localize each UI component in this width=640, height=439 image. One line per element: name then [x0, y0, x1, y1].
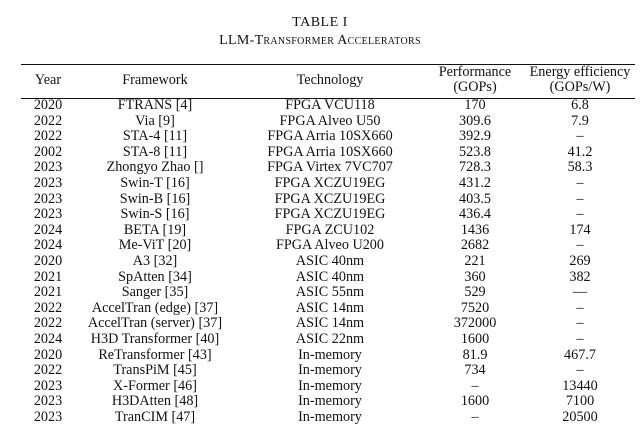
performance-cell: 728.3	[459, 160, 491, 176]
framework-cell: Me-ViT [20]	[118, 238, 192, 254]
energy-efficiency-cell: 382	[569, 269, 591, 285]
performance-cell: 372000	[453, 316, 497, 332]
year-cell: 2022	[33, 316, 63, 332]
year-cell: 2023	[33, 409, 63, 425]
framework-cell: TranCIM [47]	[114, 409, 196, 425]
table-row	[21, 192, 635, 208]
energy-efficiency-cell: –	[576, 238, 584, 254]
energy-efficiency-cell: 7100	[565, 394, 595, 410]
framework-cell: X-Former [46]	[113, 378, 197, 394]
year-cell: 2022	[33, 129, 63, 145]
framework-cell: FTRANS [4]	[117, 98, 193, 113]
energy-efficiency-cell: –	[576, 331, 584, 347]
technology-cell: FPGA Alveo U200	[276, 238, 384, 254]
performance-cell: –	[471, 409, 479, 425]
year-cell: 2023	[33, 160, 63, 176]
performance-cell: 309.6	[459, 113, 491, 129]
year-cell: 2022	[33, 300, 63, 316]
framework-cell: Swin-T [16]	[120, 175, 190, 191]
energy-efficiency-cell: 7.9	[571, 113, 589, 129]
table-row	[21, 145, 635, 161]
energy-efficiency-cell: 13440	[562, 378, 598, 394]
technology-cell: FPGA Arria 10SX660	[267, 144, 393, 160]
performance-cell: 170	[464, 98, 486, 113]
table-row	[21, 114, 635, 130]
year-cell: 2020	[33, 98, 63, 113]
header-year: Year	[34, 71, 62, 88]
performance-cell: 1436	[460, 222, 490, 238]
technology-cell: ASIC 22nm	[295, 331, 365, 347]
technology-cell: ASIC 14nm	[295, 316, 365, 332]
table-body	[21, 98, 635, 425]
framework-cell: H3DAtten [48]	[111, 394, 199, 410]
technology-cell: ASIC 40nm	[295, 269, 365, 285]
table-row	[21, 238, 635, 254]
performance-cell: 360	[464, 269, 486, 285]
energy-efficiency-cell: –	[576, 191, 584, 207]
performance-cell: –	[471, 378, 479, 394]
header-framework: Framework	[122, 71, 188, 88]
energy-efficiency-cell: 269	[569, 253, 591, 269]
header-performance: Performance (GOPs)	[438, 64, 512, 95]
technology-cell: ASIC 55nm	[295, 285, 365, 301]
table-row	[21, 223, 635, 239]
performance-cell: 523.8	[459, 144, 491, 160]
performance-cell: 1600	[460, 394, 490, 410]
table-row	[21, 379, 635, 395]
table-row	[21, 285, 635, 301]
framework-cell: AccelTran (server) [37]	[87, 316, 223, 332]
year-cell: 2023	[33, 175, 63, 191]
framework-cell: Zhongyo Zhao []	[106, 160, 204, 176]
energy-efficiency-cell: —	[572, 285, 588, 301]
performance-cell: 1600	[460, 331, 490, 347]
energy-efficiency-cell: 58.3	[567, 160, 593, 176]
energy-efficiency-cell: –	[576, 175, 584, 191]
technology-cell: FPGA Arria 10SX660	[267, 129, 393, 145]
table-header-row	[21, 62, 635, 98]
technology-cell: FPGA XCZU19EG	[274, 207, 386, 223]
year-cell: 2020	[33, 347, 63, 363]
year-cell: 2023	[33, 191, 63, 207]
year-cell: 2022	[33, 363, 63, 379]
year-cell: 2023	[33, 207, 63, 223]
energy-efficiency-cell: –	[576, 207, 584, 223]
table-row	[21, 207, 635, 223]
year-cell: 2020	[33, 253, 63, 269]
framework-cell: BETA [19]	[123, 222, 187, 238]
framework-cell: STA-8 [11]	[122, 144, 188, 160]
performance-cell: 529	[464, 285, 486, 301]
technology-cell: FPGA Virtex 7VC707	[267, 160, 393, 176]
table-row	[21, 332, 635, 348]
framework-cell: Swin-S [16]	[120, 207, 190, 223]
energy-efficiency-cell: –	[576, 363, 584, 379]
framework-cell: H3D Transformer [40]	[90, 331, 220, 347]
table-number: TABLE I	[292, 15, 348, 30]
technology-cell: In-memory	[298, 363, 362, 379]
framework-cell: AccelTran (edge) [37]	[91, 300, 219, 316]
table-row	[21, 316, 635, 332]
technology-cell: FPGA Alveo U50	[279, 113, 381, 129]
year-cell: 2002	[33, 144, 63, 160]
table-row	[21, 348, 635, 364]
performance-cell: 81.9	[462, 347, 488, 363]
year-cell: 2021	[33, 285, 63, 301]
year-cell: 2023	[33, 378, 63, 394]
year-cell: 2024	[33, 331, 63, 347]
energy-efficiency-cell: –	[576, 300, 584, 316]
table-row	[21, 301, 635, 317]
table-row	[21, 98, 635, 114]
framework-cell: Swin-B [16]	[119, 191, 191, 207]
year-cell: 2022	[33, 113, 63, 129]
performance-cell: 436.4	[459, 207, 491, 223]
framework-cell: ReTransformer [43]	[98, 347, 212, 363]
technology-cell: ASIC 14nm	[295, 300, 365, 316]
performance-cell: 221	[464, 253, 486, 269]
performance-cell: 431.2	[459, 175, 491, 191]
technology-cell: In-memory	[298, 394, 362, 410]
framework-cell: SpAtten [34]	[118, 269, 192, 285]
performance-cell: 392.9	[459, 129, 491, 145]
performance-cell: 734	[464, 363, 486, 379]
technology-cell: FPGA VCU118	[285, 98, 375, 113]
energy-efficiency-cell: 6.8	[571, 98, 589, 113]
energy-efficiency-cell: 467.7	[564, 347, 596, 363]
framework-cell: Via [9]	[135, 113, 175, 129]
technology-cell: ASIC 40nm	[295, 253, 365, 269]
year-cell: 2023	[33, 394, 63, 410]
framework-cell: STA-4 [11]	[122, 129, 188, 145]
technology-cell: FPGA XCZU19EG	[274, 191, 386, 207]
technology-cell: FPGA ZCU102	[285, 222, 375, 238]
framework-cell: A3 [32]	[132, 253, 178, 269]
performance-cell: 7520	[460, 300, 490, 316]
energy-efficiency-cell: –	[576, 129, 584, 145]
technology-cell: In-memory	[298, 347, 362, 363]
table-row	[21, 363, 635, 379]
performance-cell: 403.5	[459, 191, 491, 207]
performance-cell: 2682	[460, 238, 490, 254]
technology-cell: FPGA XCZU19EG	[274, 175, 386, 191]
table-row	[21, 176, 635, 192]
energy-efficiency-cell: 41.2	[567, 144, 593, 160]
energy-efficiency-cell: 174	[569, 222, 591, 238]
table-row	[21, 410, 635, 426]
header-energy-efficiency: Energy efficiency (GOPs/W)	[529, 64, 631, 95]
framework-cell: Sanger [35]	[121, 285, 189, 301]
energy-efficiency-cell: –	[576, 316, 584, 332]
table-row	[21, 160, 635, 176]
energy-efficiency-cell: 20500	[562, 409, 598, 425]
header-technology: Technology	[296, 71, 364, 88]
table-title: LLM-Transformer Accelerators	[219, 33, 421, 48]
year-cell: 2021	[33, 269, 63, 285]
technology-cell: In-memory	[298, 378, 362, 394]
table-row	[21, 394, 635, 410]
table-row	[21, 254, 635, 270]
table-row	[21, 270, 635, 286]
year-cell: 2024	[33, 238, 63, 254]
year-cell: 2024	[33, 222, 63, 238]
accelerators-table	[21, 62, 635, 425]
table-row	[21, 129, 635, 145]
technology-cell: In-memory	[298, 409, 362, 425]
framework-cell: TransPiM [45]	[113, 363, 197, 379]
